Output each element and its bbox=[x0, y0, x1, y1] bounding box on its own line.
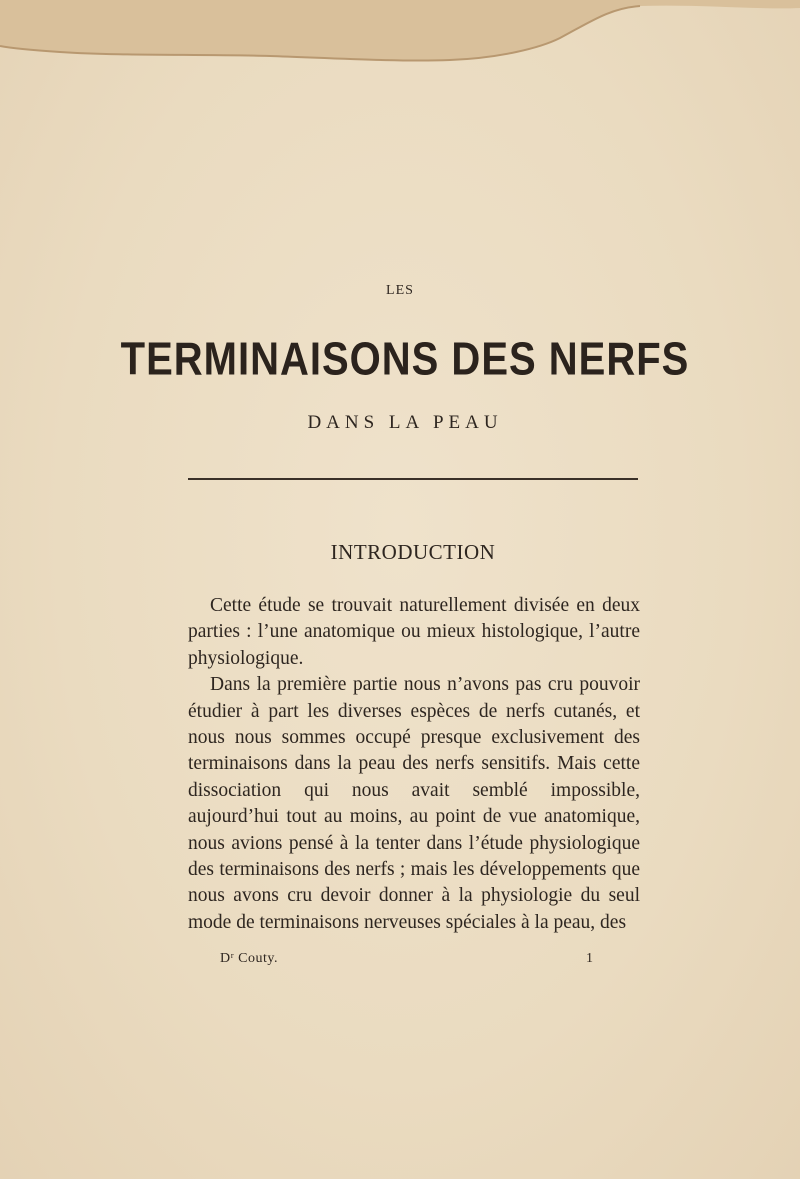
subtitle: DANS LA PEAU bbox=[307, 412, 503, 433]
header-les: LES bbox=[386, 283, 414, 298]
bleed-through-text bbox=[180, 140, 640, 170]
section-heading: INTRODUCTION bbox=[330, 540, 496, 564]
paragraph: Dans la première partie nous n’avons pas cru pouvoir étudier à part les diverses espèces de nerfs cutanés, et nous nous sommes occupé presque exclusivement des terminaisons dans la peau des nerfs sensitifs. Mais cette dissociation qui nous avait semblé impossible, aujourd’hui tout au moins, au point de vue anatomique, nous avions pensé à la tenter dans l’étude physiologique des terminaisons des nerfs ; mais les développements que nous avons cru devoir donner à la physiologie du seul mode de terminaisons nerveuses spéciales à la peau, des bbox=[188, 674, 640, 933]
footer-author: Dʳ Couty. bbox=[220, 951, 278, 966]
title-rule bbox=[188, 478, 638, 480]
main-title: TERMINAISONS DES NERFS bbox=[120, 334, 690, 385]
paragraph: Cette étude se trouvait naturellement divisée en deux parties : l’une anatomique ou mieux histologique, l’autre physiologique. bbox=[188, 595, 640, 669]
footer-signature: 1 bbox=[586, 951, 593, 966]
torn-top-edge bbox=[0, 0, 800, 70]
body-text bbox=[188, 593, 640, 936]
